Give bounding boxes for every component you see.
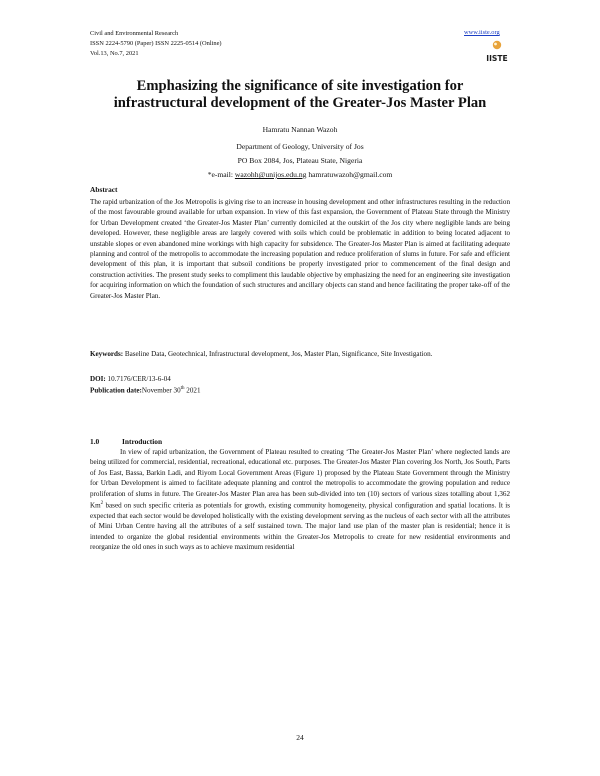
title-line-1: Emphasizing the significance of site investigation for xyxy=(136,78,464,94)
page-number: 24 xyxy=(296,733,304,742)
author-address: PO Box 2084, Jos, Plateau State, Nigeria xyxy=(237,156,363,165)
section-number: 1.0 xyxy=(90,437,100,446)
intro-text-part-1: In view of rapid urbanization, the Government of Plateau resulted to creating ‘The Greater-Jos Master Plan’ where neglected lands are being utilized for commercial, residential, recreational, educational etc. purposes. The Greater-Jos Master Plan covering Jos North, Jos South, Parts of Jos East, Bassa, Barkin Ladi, and Riyom Local Government Areas (Figure 1) proposed by the Plateau State Government through the Ministry for Urban Development is aimed to facilitate adequate planning and control the metropolis to accommodate the growing population and reduce proliferation of slums in future. The Greater-Jos Master Plan area has been sub-divided into ten (10) sectors of various sizes totalling about 1,362 Km xyxy=(90,448,510,510)
journal-volume: Vol.13, No.7, 2021 xyxy=(90,50,139,57)
doi xyxy=(90,374,510,384)
paper-title xyxy=(90,78,510,112)
author-name: Hamratu Nannan Wazoh xyxy=(262,125,338,134)
abstract-heading: Abstract xyxy=(90,185,118,194)
journal-name: Civil and Environmental Research xyxy=(90,30,179,37)
intro-text-part-2: based on such specific criteria as potentials for growth, existing community homogeneity, physical configuration and spatial locations. It is expected that each sector would be developed holistically with the existing development serving as the nucleus of each sector with all the attributes of Mini Urban Centre having all the attributes of a self sustained town. The major land use plan of the master plan is residential; hence it is intended to organize the global residential environments within the Greater-Jos Metropolis to create for new residential environments and reorganize the old ones in such ways as to achieve maximum residential xyxy=(90,501,510,552)
abstract-text: The rapid urbanization of the Jos Metropolis is giving rise to an increase in housing development and other infrastructures resulting in the reduction of the most favourable ground available for urban expansion. In view of this fast expansion, the Government of Plateau State through the Ministry for Urban Development created ‘the Greater-Jos Master Plan’ currently domiciled at the outskirt of the Jos city where negligible lands are being developed. However, these negligible areas are largely covered with soils which could be problematic in addition to being located adjacent to unstable slopes or even abandoned mine workings with high capacity for subsidence. The Greater-Jos Master Plan is aimed at facilitating adequate planning and control of the metropolis to accommodate the increasing population and reduce proliferation of slums in future. For safe and efficient development of this plan, it is important that subsoil conditions be properly investigated prior to commencement of the final design and construction activities. The present study seeks to compliment this laudable objective by emphasizing the need for an engineering site investigation for acquiring information on which the foundation of such structures and ancillary objects can stand and hence facilitating the proper take-off of the Greater-Jos Master Plan. xyxy=(90,198,510,300)
introduction-heading xyxy=(90,437,162,446)
journal-header xyxy=(90,29,222,59)
email-primary-link[interactable]: wazohh@unijos.edu.ng xyxy=(234,170,307,179)
publication-date xyxy=(90,384,510,396)
email-secondary: hamratuwazoh@gmail.com xyxy=(306,170,393,179)
keywords-text: Baseline Data, Geotechnical, Infrastructural development, Jos, Master Plan, Significance, Site Investigation. xyxy=(123,350,433,358)
doi-label: DOI: xyxy=(90,375,106,383)
section-title: Introduction xyxy=(122,437,163,446)
author-email xyxy=(90,169,510,182)
intro-text-superscript: 2 xyxy=(100,501,104,507)
email-prefix: *e-mail: xyxy=(207,170,235,179)
publication-date-main: November 30 xyxy=(141,386,181,395)
logo-text: IISTE xyxy=(486,54,508,63)
publication-date-sup: th xyxy=(180,386,185,391)
journal-website-link[interactable]: www.iiste.org xyxy=(464,29,500,36)
introduction-text xyxy=(90,447,510,552)
author-department: Department of Geology, University of Jos xyxy=(236,142,364,151)
iiste-logo xyxy=(486,40,508,64)
publication-year: 2021 xyxy=(184,386,201,395)
title-line-2: infrastructural development of the Greater-Jos Master Plan xyxy=(113,95,487,111)
keywords xyxy=(90,349,510,359)
publication-label: Publication date: xyxy=(90,386,142,395)
doi-text: 10.7176/CER/13-6-04 xyxy=(105,375,171,383)
journal-issn: ISSN 2224-5790 (Paper) ISSN 2225-0514 (Online) xyxy=(90,40,222,47)
keywords-label: Keywords: xyxy=(90,350,124,358)
